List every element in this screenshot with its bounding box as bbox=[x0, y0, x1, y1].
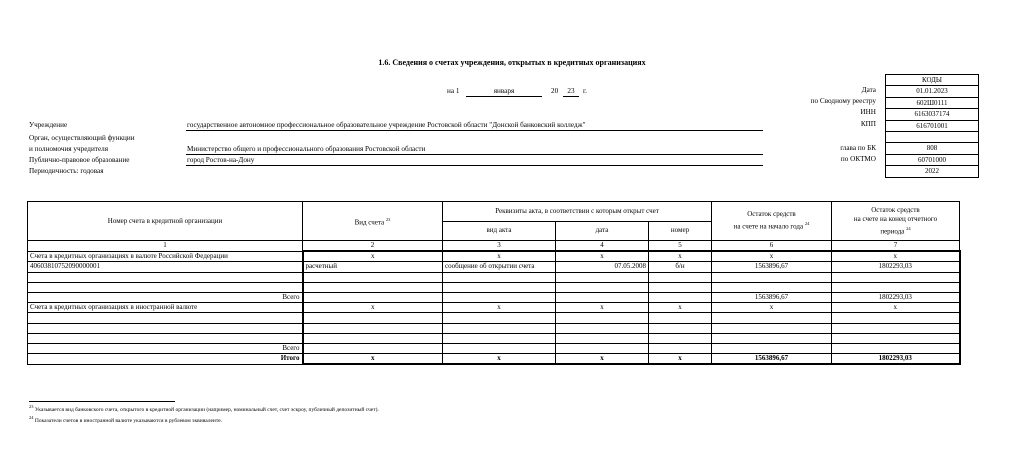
table-cell: х bbox=[303, 251, 443, 262]
header-requisites: Реквизиты акта, в соответствии с которым открыт счет bbox=[443, 202, 712, 222]
table-cell: х bbox=[556, 251, 649, 262]
table-cell bbox=[832, 313, 960, 323]
table-cell bbox=[556, 292, 649, 302]
footnote-23: $^{23}$ Указывается вид банковского счета, открытого в кредитной организации (например, номинальный счет, счет эскроу, публичный депозитный счет). bbox=[29, 404, 379, 413]
table-cell: 1802293,03 bbox=[832, 262, 960, 272]
table-cell bbox=[649, 323, 712, 333]
table-cell: х bbox=[556, 354, 649, 365]
table-cell bbox=[556, 333, 649, 343]
table-cell: х bbox=[443, 354, 556, 365]
table-cell: х bbox=[443, 251, 556, 262]
table-cell bbox=[303, 313, 443, 323]
col-num: 4 bbox=[556, 241, 649, 252]
code-year: 2022 bbox=[886, 165, 978, 176]
table-cell: 40603810752090000001 bbox=[28, 262, 303, 272]
table-cell: х bbox=[556, 303, 649, 313]
table-cell: 1563896,67 bbox=[712, 354, 832, 365]
table-cell: б/н bbox=[649, 262, 712, 272]
table-cell: х bbox=[712, 303, 832, 313]
table-cell bbox=[832, 323, 960, 333]
column-numbers-row bbox=[28, 241, 960, 252]
table-cell bbox=[303, 333, 443, 343]
table-cell: Всего bbox=[28, 343, 303, 353]
table-cell: 1563896,67 bbox=[712, 292, 832, 302]
code-bk: 808 bbox=[886, 142, 978, 153]
table-cell bbox=[303, 282, 443, 292]
header-type: Вид счета $^{23}$ bbox=[303, 202, 443, 241]
institution-value: государственное автономное профессиональное образовательное учреждение Ростовской области "Донской банковский колледж" bbox=[187, 121, 586, 129]
table-cell bbox=[712, 343, 832, 353]
table-cell bbox=[649, 282, 712, 292]
codes-box bbox=[885, 74, 979, 178]
col-num: 1 bbox=[28, 241, 303, 252]
table-cell bbox=[556, 282, 649, 292]
code-inn: 6163037174 bbox=[886, 108, 978, 119]
code-label-bk: глава по БК bbox=[840, 144, 876, 152]
header-account: Номер счета в кредитной организации bbox=[28, 202, 303, 241]
page-title: 1.6. Сведения о счетах учреждения, открытых в кредитных организациях bbox=[378, 58, 646, 67]
period-label: Периодичность: годовая bbox=[29, 167, 104, 175]
table-row bbox=[28, 343, 960, 353]
table-cell bbox=[649, 292, 712, 302]
table-cell: х bbox=[649, 303, 712, 313]
header-end-balance: Остаток средств на счете на конец отчетного периода $^{24}$ bbox=[832, 202, 960, 241]
table-cell: Всего bbox=[28, 292, 303, 302]
code-kpp: 616701001 bbox=[886, 120, 978, 131]
ppo-value: город Ростов-на-Дону bbox=[187, 156, 255, 164]
table-cell bbox=[649, 313, 712, 323]
table-cell bbox=[649, 333, 712, 343]
table-cell bbox=[303, 272, 443, 282]
table-cell bbox=[832, 282, 960, 292]
footnote-24: $^{24}$ Показатели счетов в иностранной валюте указываются в рублевом эквиваленте. bbox=[29, 415, 223, 424]
code-registry: 602Ш0111 bbox=[886, 97, 978, 108]
table-row bbox=[28, 323, 960, 333]
header-act-kind: вид акта bbox=[443, 221, 556, 241]
table-cell bbox=[712, 282, 832, 292]
table-cell bbox=[712, 272, 832, 282]
table-cell bbox=[556, 272, 649, 282]
table-cell bbox=[832, 272, 960, 282]
table-cell: 1802293,03 bbox=[832, 292, 960, 302]
table-cell bbox=[443, 323, 556, 333]
table-row bbox=[28, 262, 960, 272]
table-cell: х bbox=[443, 303, 556, 313]
organ-label-1: Орган, осуществляющий функции bbox=[29, 134, 135, 142]
table-cell: 1802293,03 bbox=[832, 354, 960, 365]
col-num: 3 bbox=[443, 241, 556, 252]
table-cell bbox=[28, 333, 303, 343]
col-num: 2 bbox=[303, 241, 443, 252]
date-prefix: на 1 bbox=[447, 87, 460, 95]
table-cell: х bbox=[649, 251, 712, 262]
table-cell bbox=[443, 292, 556, 302]
table-cell bbox=[556, 323, 649, 333]
code-label-date: Дата bbox=[861, 86, 876, 94]
header-act-number: номер bbox=[649, 221, 712, 241]
table-cell: расчетный bbox=[303, 262, 443, 272]
table-cell bbox=[303, 292, 443, 302]
table-cell bbox=[556, 343, 649, 353]
table-cell bbox=[443, 343, 556, 353]
col-num: 7 bbox=[832, 241, 960, 252]
table-cell: Счета в кредитных организациях в валюте Российской Федерации bbox=[28, 251, 303, 262]
table-cell: х bbox=[303, 354, 443, 365]
table-cell: Итого bbox=[28, 354, 303, 365]
table-cell bbox=[712, 333, 832, 343]
col-num: 6 bbox=[712, 241, 832, 252]
header-start-balance: Остаток средств на счете на начало года $^{24}$ bbox=[712, 202, 832, 241]
code-oktmo: 60701000 bbox=[886, 154, 978, 165]
date-suffix: г. bbox=[583, 87, 587, 95]
table-cell bbox=[28, 313, 303, 323]
date-year-prefix: 20 bbox=[551, 87, 559, 95]
table-row bbox=[28, 282, 960, 292]
code-label-inn: ИНН bbox=[860, 108, 876, 116]
table-cell bbox=[832, 343, 960, 353]
organ-value: Министерство общего и профессионального образования Ростовской области bbox=[187, 145, 426, 153]
table-cell: сообщение об открытии счета bbox=[443, 262, 556, 272]
table-cell bbox=[649, 272, 712, 282]
organ-label-2: и полномочия учредителя bbox=[29, 145, 109, 153]
code-label-registry: по Сводному реестру bbox=[810, 97, 876, 105]
table-cell: х bbox=[832, 251, 960, 262]
table-cell: 1563896,67 bbox=[712, 262, 832, 272]
table-row bbox=[28, 354, 960, 365]
table-row bbox=[28, 292, 960, 302]
table-row bbox=[28, 251, 960, 262]
table-cell bbox=[303, 343, 443, 353]
table-cell bbox=[28, 282, 303, 292]
table-cell: х bbox=[712, 251, 832, 262]
table-cell bbox=[712, 313, 832, 323]
date-month: января bbox=[493, 87, 515, 95]
table-cell bbox=[443, 272, 556, 282]
table-cell bbox=[443, 313, 556, 323]
table-row bbox=[28, 313, 960, 323]
table-cell bbox=[28, 323, 303, 333]
table-cell: х bbox=[649, 354, 712, 365]
table-row bbox=[28, 333, 960, 343]
table-cell bbox=[832, 333, 960, 343]
date-year: 23 bbox=[567, 87, 575, 95]
codes-header: КОДЫ bbox=[921, 76, 943, 84]
table-cell bbox=[556, 313, 649, 323]
code-label-oktmo: по ОКТМО bbox=[840, 155, 876, 163]
header-act-date: дата bbox=[556, 221, 649, 241]
table-cell bbox=[649, 343, 712, 353]
table-row bbox=[28, 303, 960, 313]
col-num: 5 bbox=[649, 241, 712, 252]
table-cell bbox=[443, 282, 556, 292]
code-blank bbox=[886, 131, 978, 142]
ppo-label: Публично-правовое образование bbox=[29, 156, 130, 164]
accounts-table bbox=[27, 201, 961, 365]
code-date: 01.01.2023 bbox=[886, 85, 978, 96]
table-cell: 07.05.2008 bbox=[556, 262, 649, 272]
table-cell bbox=[443, 333, 556, 343]
table-row bbox=[28, 272, 960, 282]
table-cell: х bbox=[303, 303, 443, 313]
table-cell: Счета в кредитных организациях в иностранной валюте bbox=[28, 303, 303, 313]
table-cell bbox=[28, 272, 303, 282]
table-cell bbox=[303, 323, 443, 333]
institution-label: Учреждение bbox=[29, 121, 68, 129]
table-cell: х bbox=[832, 303, 960, 313]
code-label-kpp: КПП bbox=[860, 120, 876, 128]
table-cell bbox=[712, 323, 832, 333]
